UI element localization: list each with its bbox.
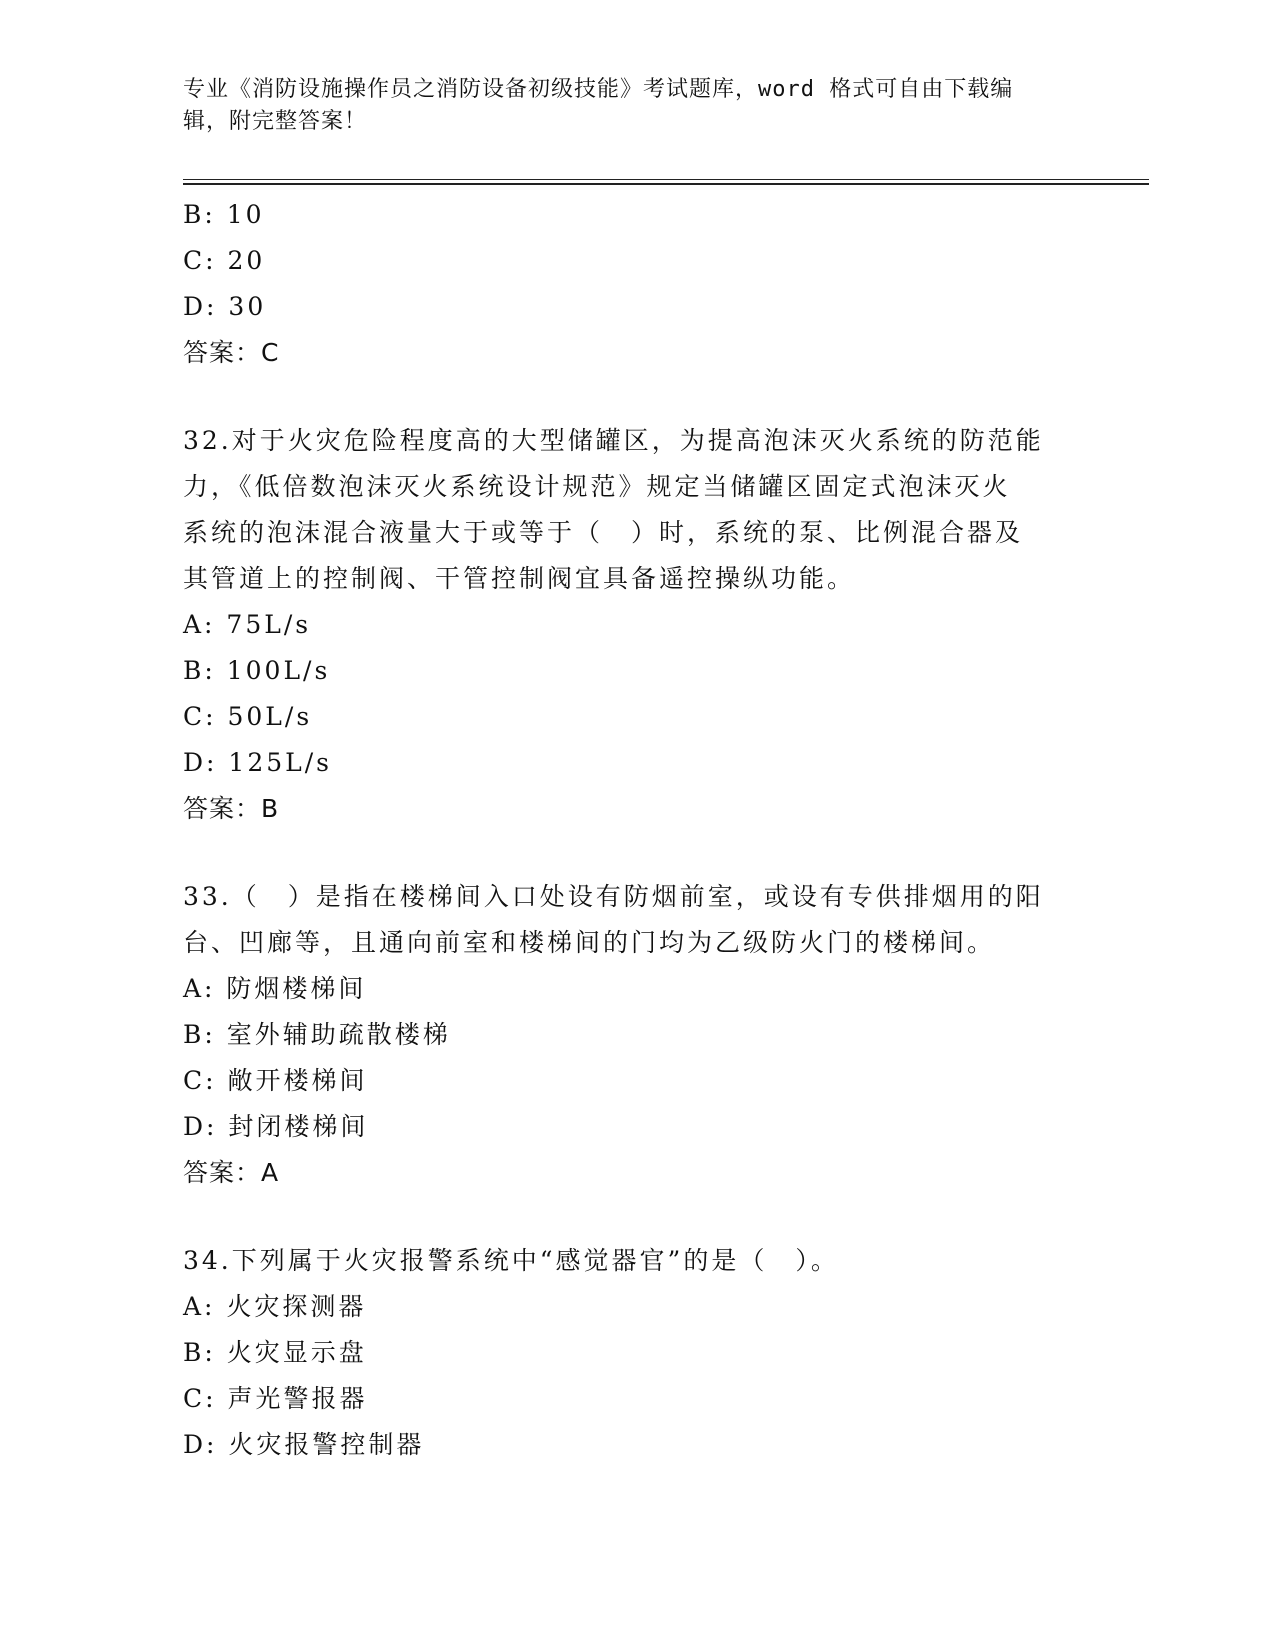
option-d: D: 30: [183, 292, 267, 321]
question-text-line: 33.（ ）是指在楼梯间入口处设有防烟前室，或设有专供排烟用的阳: [183, 882, 1044, 911]
answer-line: 答案：B: [183, 794, 280, 823]
option-d: D: 火灾报警控制器: [183, 1430, 425, 1459]
question-text-line: 台、凹廊等，且通向前室和楼梯间的门均为乙级防火门的楼梯间。: [183, 928, 996, 957]
question-text-line: 32.对于火灾危险程度高的大型储罐区，为提高泡沫灭火系统的防范能: [183, 426, 1044, 455]
option-b: B: 100L/s: [183, 656, 331, 685]
option-a: A: 防烟楼梯间: [183, 974, 367, 1003]
header-rule-thick: [183, 183, 1149, 185]
option-a: A: 75L/s: [183, 610, 312, 639]
spacer: [183, 376, 1083, 418]
option-d: D: 125L/s: [183, 748, 332, 777]
option-d: D: 封闭楼梯间: [183, 1112, 369, 1141]
question-text-line: 力，《低倍数泡沫灭火系统设计规范》规定当储罐区固定式泡沫灭火: [183, 472, 1011, 501]
question-text-line: 34.下列属于火灾报警系统中“感觉器官”的是（ ）。: [183, 1246, 839, 1275]
option-c: C: 声光警报器: [183, 1384, 368, 1413]
question-31-tail: [183, 192, 1083, 376]
option-a: A: 火灾探测器: [183, 1292, 367, 1321]
option-b: B: 室外辅助疏散楼梯: [183, 1020, 451, 1049]
option-c: C: 20: [183, 246, 266, 275]
option-b: B: 火灾显示盘: [183, 1338, 367, 1367]
question-33: [183, 874, 1083, 1196]
question-32: [183, 418, 1083, 832]
option-b: B: 10: [183, 200, 265, 229]
page-header: [183, 74, 1063, 138]
header-line-1: 专业《消防设施操作员之消防设备初级技能》考试题库，word 格式可自由下载编: [183, 77, 1014, 102]
question-content: [183, 192, 1083, 1468]
option-c: C: 敞开楼梯间: [183, 1066, 368, 1095]
question-text-line: 系统的泡沫混合液量大于或等于（ ）时，系统的泵、比例混合器及: [183, 518, 1024, 547]
header-rule-thin: [183, 179, 1149, 180]
header-line-2: 辑，附完整答案！: [183, 109, 368, 134]
spacer: [183, 832, 1083, 874]
option-c: C: 50L/s: [183, 702, 313, 731]
answer-line: 答案：C: [183, 338, 280, 367]
answer-line: 答案：A: [183, 1158, 280, 1187]
question-34: [183, 1238, 1083, 1468]
spacer: [183, 1196, 1083, 1238]
question-text-line: 其管道上的控制阀、干管控制阀宜具备遥控操纵功能。: [183, 564, 856, 593]
